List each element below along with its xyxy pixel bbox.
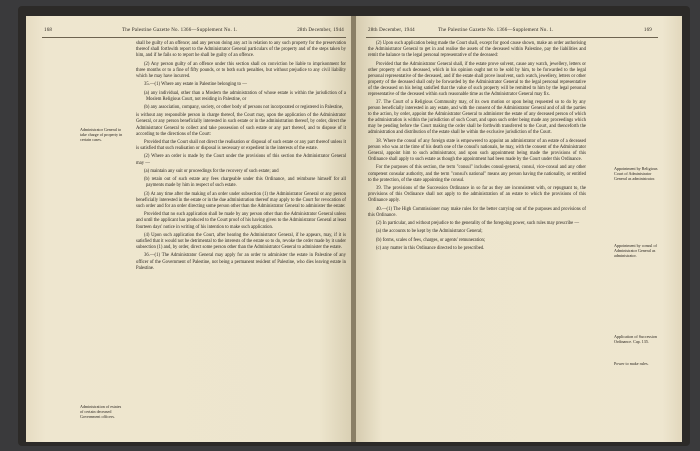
- paragraph: Provided that the Court shall not direct the realisation or disposal of such estate or any part thereof unless it is satisfied that such realisation or disposal is necessary or expedient in the interests of the estate.: [136, 140, 346, 152]
- paragraph: shall be guilty of an offence; and any person doing any act in relation to any such property for the preservation thereof shall forthwith report to the Administrator General particulars of the property and of the steps taken by him, and if he fails so to report he shall be guilty of an offence.: [136, 41, 346, 59]
- margin-note-power-to-make-rules: Power to make rules.: [614, 361, 649, 366]
- paragraph: (a) the accounts to be kept by the Administrator General;: [376, 229, 483, 235]
- left-page-date: 28th December, 1944: [297, 28, 344, 33]
- paragraph: (2) In particular, and without prejudice to the generality of the foregoing power, such rules may prescribe —: [376, 221, 580, 226]
- right-page-text: [368, 41, 586, 255]
- right-page-running-title: The Palestine Gazette No. 1366—Supplement No. 1.: [438, 28, 554, 33]
- right-page-date: 28th December, 1944: [368, 28, 415, 33]
- paragraph: (4) Upon such application the Court, after hearing the Administrator General, if he appears, may, if it is satisfied that it would not be detrimental to the interests of the estate so to do, revoke the order made by it under subsection (1) and, by order, direct some person other than the Administrator General to administer the estate.: [136, 232, 346, 251]
- paragraph: (c) any matter in this Ordinance directed to be prescribed.: [376, 246, 485, 252]
- open-book: [18, 6, 690, 446]
- margin-note-government-officers: Administration of estates of certain deceased Government officers.: [80, 404, 122, 420]
- paragraph: (2) Any person guilty of an offence under this section shall on conviction be liable to imprisonment for three months or to a fine of fifty pounds, or to both such penalties, but without prejudice to any civil liability which he may have incurred.: [136, 61, 346, 79]
- paragraph: (3) At any time after the making of an order under subsection (1) the Administrator General or any person beneficially interested in the estate or in the due administration thereof may apply to the Court for revocation of such order and for an order directing some person other than the Administrator General to administer the estate:: [136, 191, 346, 209]
- paragraph: (a) maintain any suit or proceedings for the recovery of such estate; and: [144, 168, 279, 174]
- right-header-rule: [366, 37, 658, 38]
- paragraph: 37. The Court of a Religious Community may, of its own motion or upon being requested so to do by any person beneficially interested in any estate, and with the consent of the Administrator General and of all the parties to the action, by order, appoint the Administrator General to administer the estate of any deceased person of which the administration is within the jurisdiction of such Court, and upon such order being made any proceedings which may be pending before the Court making the order shall be forthwith transferred to the Court, and thenceforth the administration and distribution of the estate shall be within the exclusive jurisdiction of the Court.: [368, 100, 586, 136]
- right-page: [356, 16, 682, 442]
- margin-note-take-charge: Administrator General to take charge of property in certain cases.: [80, 127, 123, 143]
- right-page-number: 169: [643, 28, 652, 33]
- paragraph: For the purposes of this section, the term "consul" includes consul-general, consul, vice-consul and any other competent consular authority, and the term "consul's national" means any person having the nationality, or entitled to the protection, of the state appointing the consul.: [368, 165, 586, 183]
- paragraph: (b) retain out of such estate any fees chargeable under this Ordinance, and reimburse himself for all payments made by him in respect of such estate.: [144, 177, 346, 189]
- left-page-text: [136, 41, 346, 274]
- paragraph: Provided that no such application shall be made by any person other than the Administrator General unless and until the applicant has produced to the Court proof of his having given to the Administrator General at least fourteen days' notice in writing of his intention to make such application.: [136, 212, 346, 230]
- left-header-rule: [42, 37, 346, 38]
- paragraph: 40.—(1) The High Commissioner may make rules for the better carrying out of the purposes and provisions of this Ordinance.: [368, 206, 586, 218]
- paragraph: (a) any individual, other than a Moslem the administration of whose estate is within the jurisdiction of a Moslem Religious Court, not residing in Palestine, or: [144, 90, 346, 102]
- paragraph: 36.—(1) The Administrator General may apply for an order to administer the estate in Palestine of any officer of the Government of Palestine, not being a permanent resident of Palestine, who dies leaving estate in Palestine.: [136, 253, 346, 271]
- left-page: [26, 16, 352, 442]
- left-page-running-title: The Palestine Gazette No. 1366—Supplement No. 1.: [122, 28, 238, 33]
- margin-note-consul: Appointment by consul of Administrator General as administrator.: [614, 243, 657, 259]
- left-page-number: 168: [44, 28, 53, 33]
- paragraph: (b) any association, company, society, or other body of persons not incorporated or registered in Palestine,: [144, 104, 343, 110]
- paragraph: Provided that the Administrator General shall, if the estate prove solvent, cause any watch, jewellery, letters or other property of such deceased, which in his opinion ought not to be sold by him, to be forwarded to the legal personal representative of the deceased, and if the estate shall prove insolvent, such watch, jewellery, letters or other property of the deceased shall only be forwarded by the Administrator General to the legal personal representative of the deceased on his being satisfied that the value of such property will be remitted to him by the legal personal representative of the deceased within such reasonable time as the Administrator General may fix.: [368, 61, 586, 97]
- margin-note-succession-ordinance: Application of Succession Ordinance. Cap. 135.: [614, 334, 657, 345]
- paragraph: (2) Where an order is made by the Court under the provisions of this section the Administrator General may —: [136, 154, 346, 166]
- paragraph: (b) forms, scales of fees, charges, or agents' remuneration;: [376, 237, 486, 243]
- paragraph: 39. The provisions of the Succession Ordinance in so far as they are inconsistent with, or repugnant to, the provisions of this Ordinance shall not apply to the administration of an estate to which the provisions of this Ordinance apply.: [368, 185, 586, 204]
- paragraph: 38. Where the consul of any foreign state is empowered to appoint an administrator of an estate of a deceased person who was at the time of his death one of the consul's nationals, he may, with the consent of the Administrator General, appoint him to such administrator, and upon such appointment being made the provisions of this Ordinance shall apply to such estate as though the appointment had been made by the Court under this Ordinance.: [368, 138, 586, 163]
- paragraph: (2) Upon such application being made the Court shall, except for good cause shown, make an order authorising the Administrator General to get in and realise the assets of the deceased within Palestine, pay the liabilities and remit the balance to the legal personal representative of the deceased:: [368, 41, 586, 59]
- paragraph: 35.—(1) Where any estate in Palestine belonging to —: [144, 82, 247, 88]
- paragraph: is without any responsible person in charge thereof, the Court may, upon the application of the Administrator General, or any person beneficially interested in such estate or in the administration thereof, by order, direct the Administrator General to collect and take possession of such estate or any part thereof, and to dispose of it according to the directions of the Court:: [136, 113, 346, 137]
- margin-note-religious-court: Appointment by Religious Court of Administrator General as administrator.: [614, 166, 658, 182]
